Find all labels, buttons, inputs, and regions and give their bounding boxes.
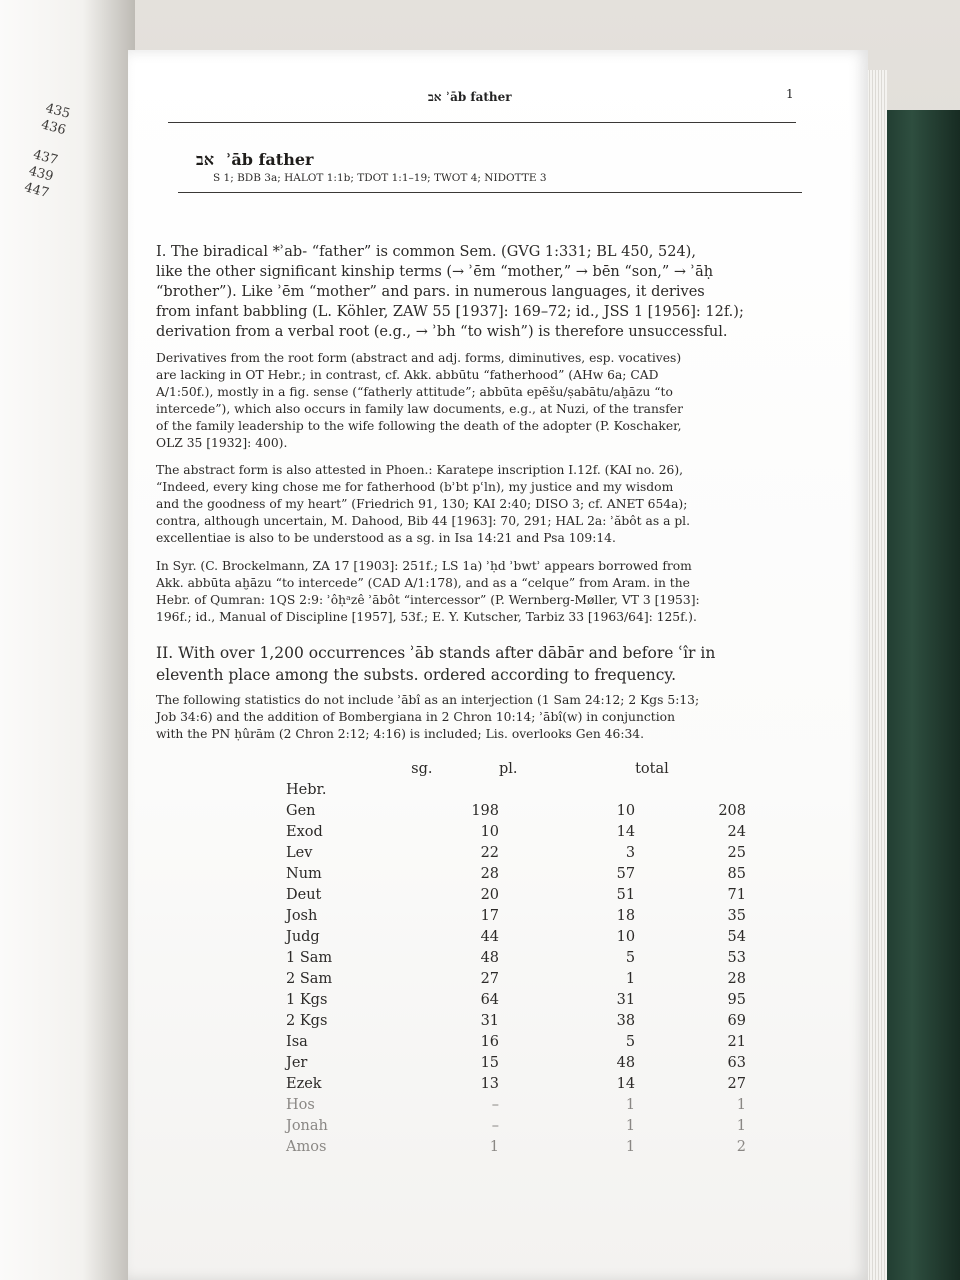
text-line: Derivatives from the root form (abstract and adj. forms, diminutives, esp. vocatives) (156, 351, 682, 365)
text-line: Job 34:6) and the addition of Bombergiana in 2 Chron 10:14; ʾābî(w) in conjunction (156, 710, 675, 724)
cell-total: 24 (727, 823, 746, 840)
text-line: from infant babbling (L. Köhler, ZAW 55 [1937]: 169–72; id., JSS 1 [1956]: 12f.); (156, 304, 744, 320)
paragraph-2 (156, 350, 828, 452)
cell-pl: 5 (625, 949, 636, 966)
cell-book: Deut (286, 886, 322, 903)
table-row (286, 989, 746, 1010)
table-row (286, 1010, 746, 1031)
cell-pl: 1 (625, 1117, 636, 1134)
cell-pl: 18 (616, 907, 636, 924)
cell-sg: 64 (480, 991, 500, 1008)
cell-sg: 44 (480, 928, 500, 945)
table-row (286, 842, 746, 863)
paragraph-6 (156, 692, 828, 743)
text-line: In Syr. (C. Brockelmann, ZA 17 [1903]: 251f.; LS 1a) ʾḥd ʾbwtʾ appears borrowed from (156, 559, 692, 573)
cell-pl: 57 (616, 865, 636, 882)
margin-number: 447 (22, 180, 51, 202)
text-line: with the PN ḥûrām (2 Chron 2:12; 4:16) is included; Lis. overlooks Gen 46:34. (156, 727, 645, 741)
section-2-intro (156, 642, 828, 686)
table-row (286, 1094, 746, 1115)
cell-book: Amos (286, 1138, 327, 1155)
cell-book: Isa (286, 1033, 308, 1050)
margin-number: 439 (27, 163, 55, 185)
cell-pl: 14 (616, 823, 636, 840)
cell-book: Ezek (286, 1075, 322, 1092)
cell-total: 208 (718, 802, 746, 819)
cell-total: 71 (727, 886, 746, 903)
table-row (286, 947, 746, 968)
cell-book: 1 Sam (286, 949, 333, 966)
text-line: “brother”). Like ʾēm “mother” and pars. in numerous languages, it derives (156, 284, 705, 300)
cell-sg: 22 (480, 844, 500, 861)
cell-total: 95 (727, 991, 746, 1008)
group-label: Hebr. (286, 781, 327, 798)
hebrew-lemma: אב (196, 150, 214, 169)
cell-sg: 28 (480, 865, 500, 882)
cell-total: 35 (727, 907, 746, 924)
reference-line: S 1; BDB 3a; HALOT 1:1b; TDOT 1:1–19; TWOT 4; NIDOTTE 3 (213, 172, 547, 184)
text-line: The abstract form is also attested in Phoen.: Karatepe inscription I.12f. (KAI no. 26), (156, 463, 684, 477)
cell-sg: 48 (480, 949, 500, 966)
cell-total: 85 (727, 865, 746, 882)
margin-number: 437 (31, 147, 60, 169)
text-line: Akk. abbūta aḫāzu “to intercede” (CAD A/1:178), and as a “celque” from Aram. in the (156, 576, 690, 590)
cell-sg: 198 (471, 802, 500, 819)
cell-total: 21 (727, 1033, 746, 1050)
cell-total: 53 (727, 949, 746, 966)
cell-pl: 10 (616, 928, 636, 945)
margin-number: 436 (39, 117, 68, 139)
running-head: אב ʾāb father (428, 90, 512, 104)
cell-sg: 1 (489, 1138, 500, 1155)
paragraph-1 (156, 242, 828, 342)
table-row (286, 884, 746, 905)
margin-number: 435 (43, 100, 72, 122)
cell-sg: 17 (480, 907, 500, 924)
table-row (286, 800, 746, 821)
table-header-row (286, 758, 746, 779)
table-row (286, 1115, 746, 1136)
table-row (286, 926, 746, 947)
cell-book: Jonah (286, 1117, 328, 1134)
text-line: II. With over 1,200 occurrences ʾāb stands after dābār and before ʿîr in (156, 644, 716, 662)
cell-pl: 14 (616, 1075, 636, 1092)
header-rule (168, 122, 796, 123)
occurrence-statistics-table (286, 758, 746, 1157)
cell-book: Josh (286, 907, 318, 924)
cell-pl: 31 (616, 991, 636, 1008)
text-line: OLZ 35 [1932]: 400). (156, 436, 288, 450)
text-line: are lacking in OT Hebr.; in contrast, cf. Akk. abbūtu “fatherhood” (AHw 6a; CAD (156, 368, 659, 382)
text-line: I. The biradical *ʾab- “father” is common Sem. (GVG 1:331; BL 450, 524), (156, 244, 696, 260)
text-line: of the family leadership to the wife following the death of the adopter (P. Koschaker, (156, 419, 682, 433)
cell-pl: 1 (625, 1138, 636, 1155)
right-page (128, 50, 868, 1280)
cell-book: Num (286, 865, 322, 882)
header-sg: sg. (411, 760, 433, 777)
cell-total: 2 (736, 1138, 746, 1155)
cell-sg: 10 (480, 823, 500, 840)
cell-total: 1 (736, 1117, 746, 1134)
text-line: eleventh place among the substs. ordered according to frequency. (156, 666, 677, 684)
text-line: A/1:50f.), mostly in a fig. sense (“fatherly attitude”; abbūta epēšu/ṣabātu/aḫāzu “to (156, 385, 673, 399)
table-row (286, 1052, 746, 1073)
cell-sg: 13 (480, 1075, 500, 1092)
left-margin-numbers (22, 100, 86, 206)
table-row (286, 863, 746, 884)
header-pl: pl. (499, 760, 518, 777)
table-row (286, 1073, 746, 1094)
cell-book: Jer (286, 1054, 308, 1071)
transliterated-lemma: ʾāb father (225, 150, 314, 169)
text-line: contra, although uncertain, M. Dahood, Bib 44 [1963]: 70, 291; HAL 2a: ʾăbôt as a pl. (156, 514, 691, 528)
cell-book: 2 Sam (286, 970, 333, 987)
entry-rule (178, 192, 802, 193)
cell-book: 1 Kgs (286, 991, 328, 1008)
cell-book: Gen (286, 802, 316, 819)
text-line: and the goodness of my heart” (Friedrich 91, 130; KAI 2:40; DISO 3; cf. ANET 654a); (156, 497, 688, 511)
cell-pl: 5 (625, 1033, 636, 1050)
entry-headword (196, 150, 313, 170)
cell-pl: 1 (625, 1096, 636, 1113)
text-line: excellentiae is also to be understood as a sg. in Isa 14:21 and Psa 109:14. (156, 531, 616, 545)
cell-pl: 48 (616, 1054, 636, 1071)
paragraph-4 (156, 558, 828, 626)
text-line: “Indeed, every king chose me for fatherhood (bʾbt pʿln), my justice and my wisdom (156, 480, 674, 494)
cell-sg: 15 (480, 1054, 500, 1071)
left-page (0, 0, 135, 1280)
cell-sg: 27 (480, 970, 500, 987)
cell-pl: 10 (616, 802, 636, 819)
cell-sg: 20 (480, 886, 500, 903)
text-line: derivation from a verbal root (e.g., → ʾbh “to wish”) is therefore unsuccessful. (156, 324, 728, 340)
cell-total: 25 (727, 844, 746, 861)
book-cover (880, 110, 960, 1280)
text-line: like the other significant kinship terms (→ ʾēm “mother,” → bēn “son,” → ʾāḥ (156, 264, 714, 280)
cell-sg: – (491, 1096, 500, 1113)
table-row (286, 905, 746, 926)
cell-sg: 31 (480, 1012, 500, 1029)
cell-pl: 3 (625, 844, 636, 861)
cell-total: 28 (727, 970, 746, 987)
text-line: Hebr. of Qumran: 1QS 2:9: ʾôḥᵃzê ʾābôt “intercessor” (P. Wernberg-Møller, VT 3 [1953]: (156, 593, 700, 607)
page-number: 1 (786, 87, 794, 101)
table-row (286, 1031, 746, 1052)
cell-pl: 51 (616, 886, 636, 903)
cell-sg: 16 (480, 1033, 500, 1050)
cell-total: 69 (727, 1012, 746, 1029)
table-row (286, 968, 746, 989)
cell-book: Exod (286, 823, 323, 840)
cell-pl: 1 (625, 970, 636, 987)
table-row (286, 821, 746, 842)
cell-total: 27 (727, 1075, 746, 1092)
cell-book: Lev (286, 844, 313, 861)
cell-total: 54 (727, 928, 746, 945)
cell-book: Judg (286, 928, 320, 945)
cell-total: 63 (727, 1054, 746, 1071)
cell-pl: 38 (616, 1012, 636, 1029)
paragraph-3 (156, 462, 828, 547)
cell-total: 1 (736, 1096, 746, 1113)
text-line: The following statistics do not include ʾābî as an interjection (1 Sam 24:12; 2 Kgs 5:13; (156, 693, 700, 707)
cell-sg: – (491, 1117, 500, 1134)
table-row (286, 1136, 746, 1157)
text-line: 196f.; id., Manual of Discipline [1957], 53f.; E. Y. Kutscher, Tarbiz 33 [1963/64]: 125f.). (156, 610, 697, 624)
text-line: intercede”), which also occurs in family law documents, e.g., at Nuzi, of the transfer (156, 402, 683, 416)
group-label-row (286, 779, 746, 800)
header-book (286, 758, 411, 779)
cell-book: 2 Kgs (286, 1012, 328, 1029)
header-total: total (635, 760, 669, 777)
cell-book: Hos (286, 1096, 315, 1113)
